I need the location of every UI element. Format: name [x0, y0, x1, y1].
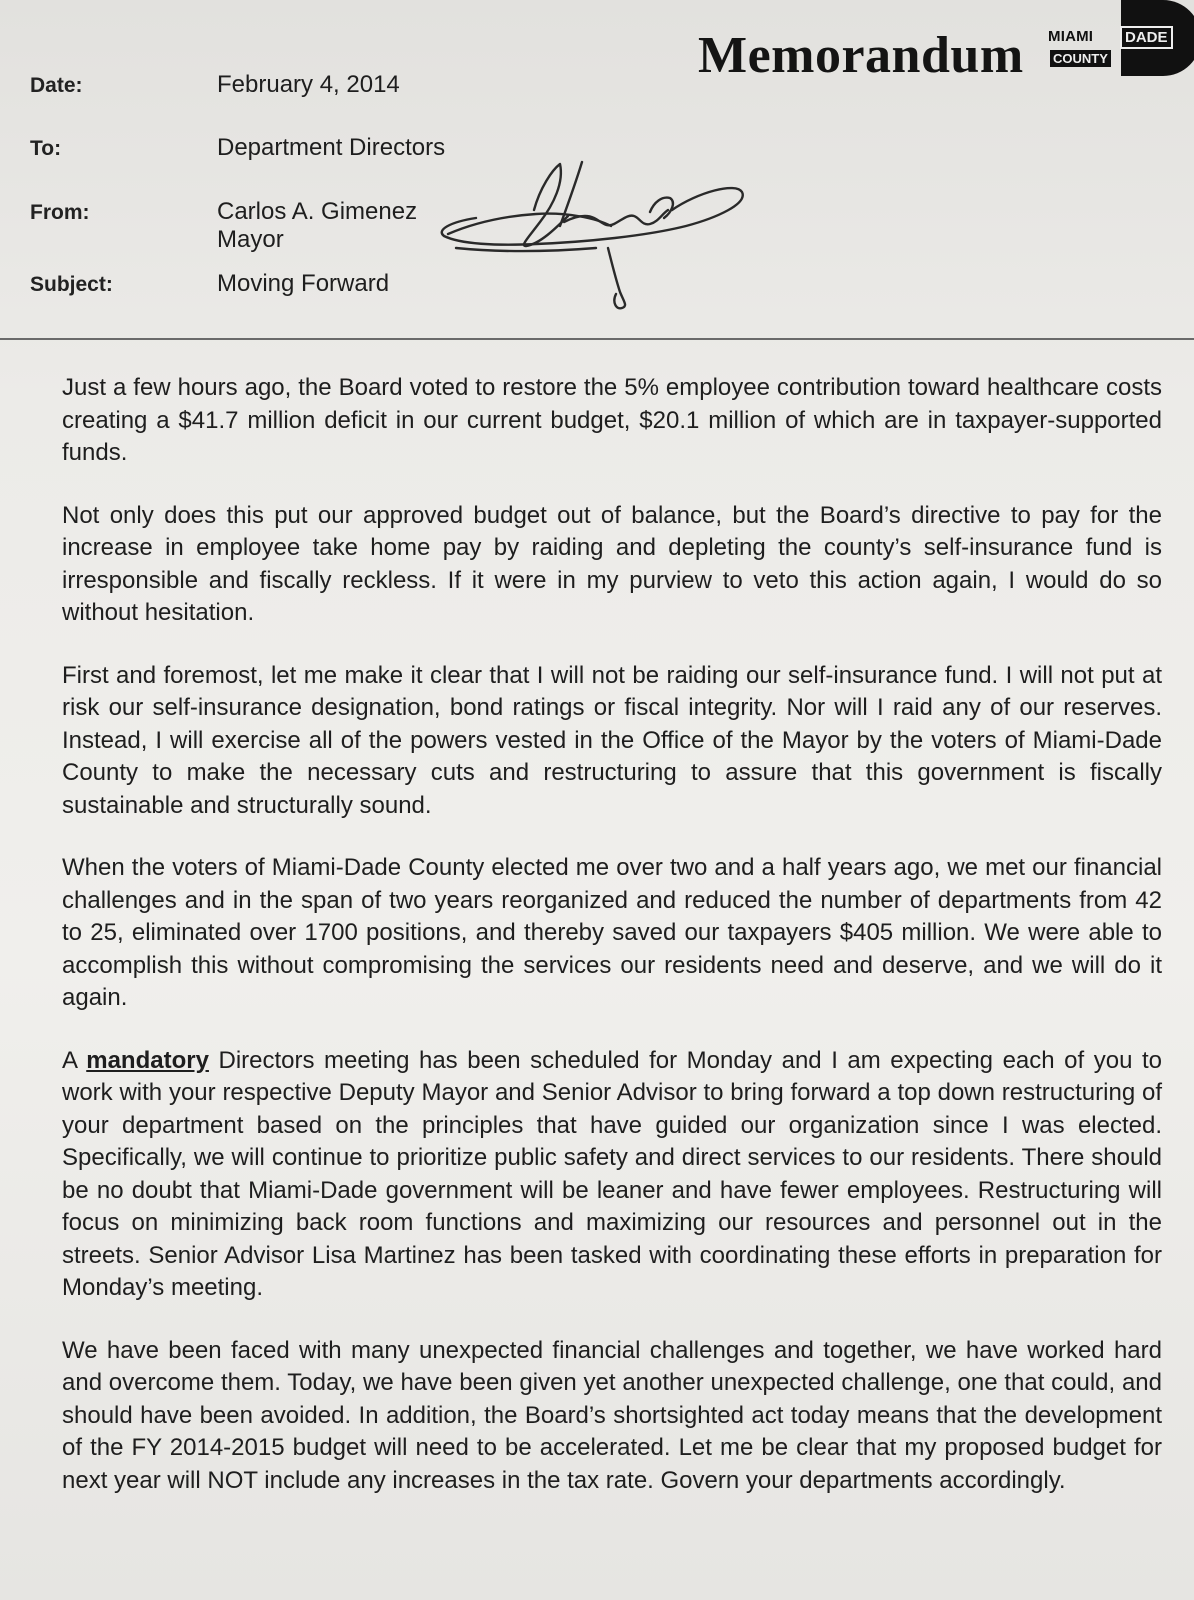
header-divider — [0, 338, 1194, 340]
subject-value: Moving Forward — [217, 270, 390, 297]
date-label: Date: — [30, 74, 83, 97]
from-label: From: — [30, 201, 90, 224]
from-title: Mayor — [217, 226, 284, 253]
paragraph-3: First and foremost, let me make it clear that I will not be raiding our self-insurance fund. I will not put at risk our self-insurance designation, bond ratings or fiscal integrity. Nor will I raid any of our reserves. Instead, I will exercise all of the powers vested in the Office of the Mayor by the voters of Miami-Dade County to make the necessary cuts and restructuring to assure that this government is fiscally sustainable and structurally sound. — [62, 661, 1162, 819]
date-value: February 4, 2014 — [217, 71, 400, 98]
paragraph-5-rest: Directors meeting has been scheduled for Monday and I am expecting each of you to work with your respective Deputy Mayor and Senior Advisor to bring forward a top down restructuring of your department based on the principles that have guided our organization since I was elected. Specifically, we will continue to prioritize public safety and direct services to our residents. There should be no doubt that Miami-Dade government will be leaner and have fewer employees. Restructuring will focus on minimizing back room functions and maximizing our resources and personnel out in the streets. Senior Advisor Lisa Martinez has been tasked with coordinating these efforts in preparation for Monday’s meeting. — [62, 1046, 1162, 1301]
logo-county-text: COUNTY — [1050, 50, 1111, 67]
memo-body — [62, 372, 1162, 1527]
paragraph-5 — [62, 1045, 1162, 1305]
from-name: Carlos A. Gimenez — [217, 198, 418, 225]
paragraph-2: Not only does this put our approved budget out of balance, but the Board’s directive to pay for the increase in employee take home pay by raiding and depleting the county’s self-insurance fund is irresponsible and fiscally reckless. If it were in my purview to veto this action again, I would do so without hesitation. — [62, 501, 1162, 626]
logo-miami-text: MIAMI — [1048, 28, 1094, 45]
handwritten-signature — [436, 152, 766, 314]
paragraph-5-start: A — [62, 1046, 87, 1074]
memo-title: Memorandum — [698, 27, 1024, 84]
logo-dade-text: DADE — [1120, 26, 1173, 49]
mandatory-emphasis: mandatory — [86, 1046, 209, 1074]
paragraph-6: We have been faced with many unexpected financial challenges and together, we have worked hard and overcome them. Today, we have been given yet another unexpected challenge, one that could, and should have been avoided. In addition, the Board’s shortsighted act today means that the development of the FY 2014-2015 budget will need to be accelerated. Let me be clear that my proposed budget for next year will NOT include any increases in the tax rate. Govern your departments accordingly. — [62, 1336, 1162, 1494]
subject-label: Subject: — [30, 273, 113, 296]
paragraph-1: Just a few hours ago, the Board voted to restore the 5% employee contribution toward healthcare costs creating a $41.7 million deficit in our current budget, $20.1 million of which are in taxpayer-supported funds. — [62, 374, 1162, 466]
to-value: Department Directors — [217, 134, 446, 161]
paragraph-4: When the voters of Miami-Dade County elected me over two and a half years ago, we met our financial challenges and in the span of two years reorganized and reduced the number of departments from 42 to 25, eliminated over 1700 positions, and thereby saved our taxpayers $405 million. We were able to accomplish this without compromising the services our residents need and deserve, and we will do it again. — [62, 854, 1162, 1011]
to-label: To: — [30, 137, 62, 160]
miami-dade-county-logo — [1046, 0, 1194, 78]
